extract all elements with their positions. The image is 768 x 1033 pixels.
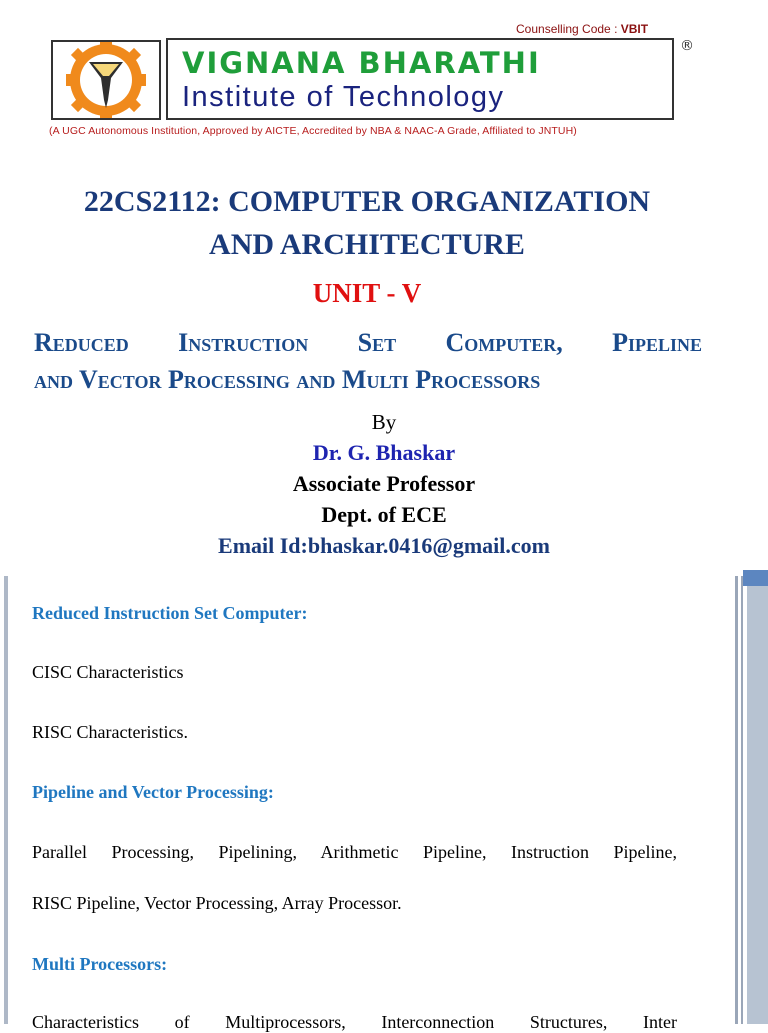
author-name: Dr. G. Bhaskar: [312, 440, 456, 465]
course-title-line1: 22CS2112: COMPUTER ORGANIZATION: [83, 185, 651, 218]
institute-logo: [51, 38, 674, 122]
subtitle-word: Instruction: [178, 328, 309, 357]
section-heading-pipeline: Pipeline and Vector Processing:: [32, 782, 274, 802]
course-title-line2: AND ARCHITECTURE: [209, 228, 525, 261]
multiprocessor-topics-line1: Characteristics of Multiprocessors, Interconnection Structures, Inter: [32, 1012, 677, 1032]
unit-subtitle: [34, 324, 702, 398]
unit-label: UNIT - V: [312, 278, 422, 308]
topic-cisc: CISC Characteristics: [32, 662, 184, 682]
topic-risc: RISC Characteristics.: [32, 722, 188, 742]
page-border-right: [735, 576, 738, 1024]
course-title: [0, 180, 734, 266]
by-label: By: [371, 410, 397, 434]
subtitle-line2: and Vector Processing and Multi Processors: [34, 365, 541, 394]
counselling-code: Counselling Code : VBIT: [516, 22, 649, 36]
vbit-emblem-icon: [51, 40, 161, 120]
institute-subtitle: Institute of Technology: [182, 81, 505, 113]
author-designation: Associate Professor: [292, 471, 476, 496]
page-border-left: [4, 576, 8, 1024]
institute-name: VIGNANA BHARATHI: [182, 46, 541, 80]
subtitle-word: Computer,: [445, 328, 563, 357]
pipeline-topics-line1: Parallel Processing, Pipelining, Arithmetic Pipeline, Instruction Pipeline,: [32, 842, 677, 862]
subtitle-word: Reduced: [34, 328, 129, 357]
author-department: Dept. of ECE: [321, 502, 447, 527]
page-border-right-inner: [741, 576, 743, 1024]
institute-name-box: [166, 38, 674, 120]
affiliation-text: (A UGC Autonomous Institution, Approved by AICTE, Accredited by NBA & NAAC-A Grade, Affiliated to JNTUH): [49, 125, 577, 137]
subtitle-word: Pipeline: [612, 328, 702, 357]
page-side-band: [747, 570, 768, 1024]
page-side-band-accent: [743, 570, 768, 586]
section-heading-multiprocessors: Multi Processors:: [32, 954, 168, 974]
section-heading-risc: Reduced Instruction Set Computer:: [32, 603, 308, 623]
subtitle-line1: [34, 324, 702, 361]
pipeline-topics-line2: RISC Pipeline, Vector Processing, Array Processor.: [32, 893, 402, 913]
syllabus-page: [0, 570, 768, 1032]
author-email: Email Id:bhaskar.0416@gmail.com: [218, 533, 550, 558]
registered-mark: ®: [680, 38, 694, 54]
subtitle-word: Set: [357, 328, 397, 357]
